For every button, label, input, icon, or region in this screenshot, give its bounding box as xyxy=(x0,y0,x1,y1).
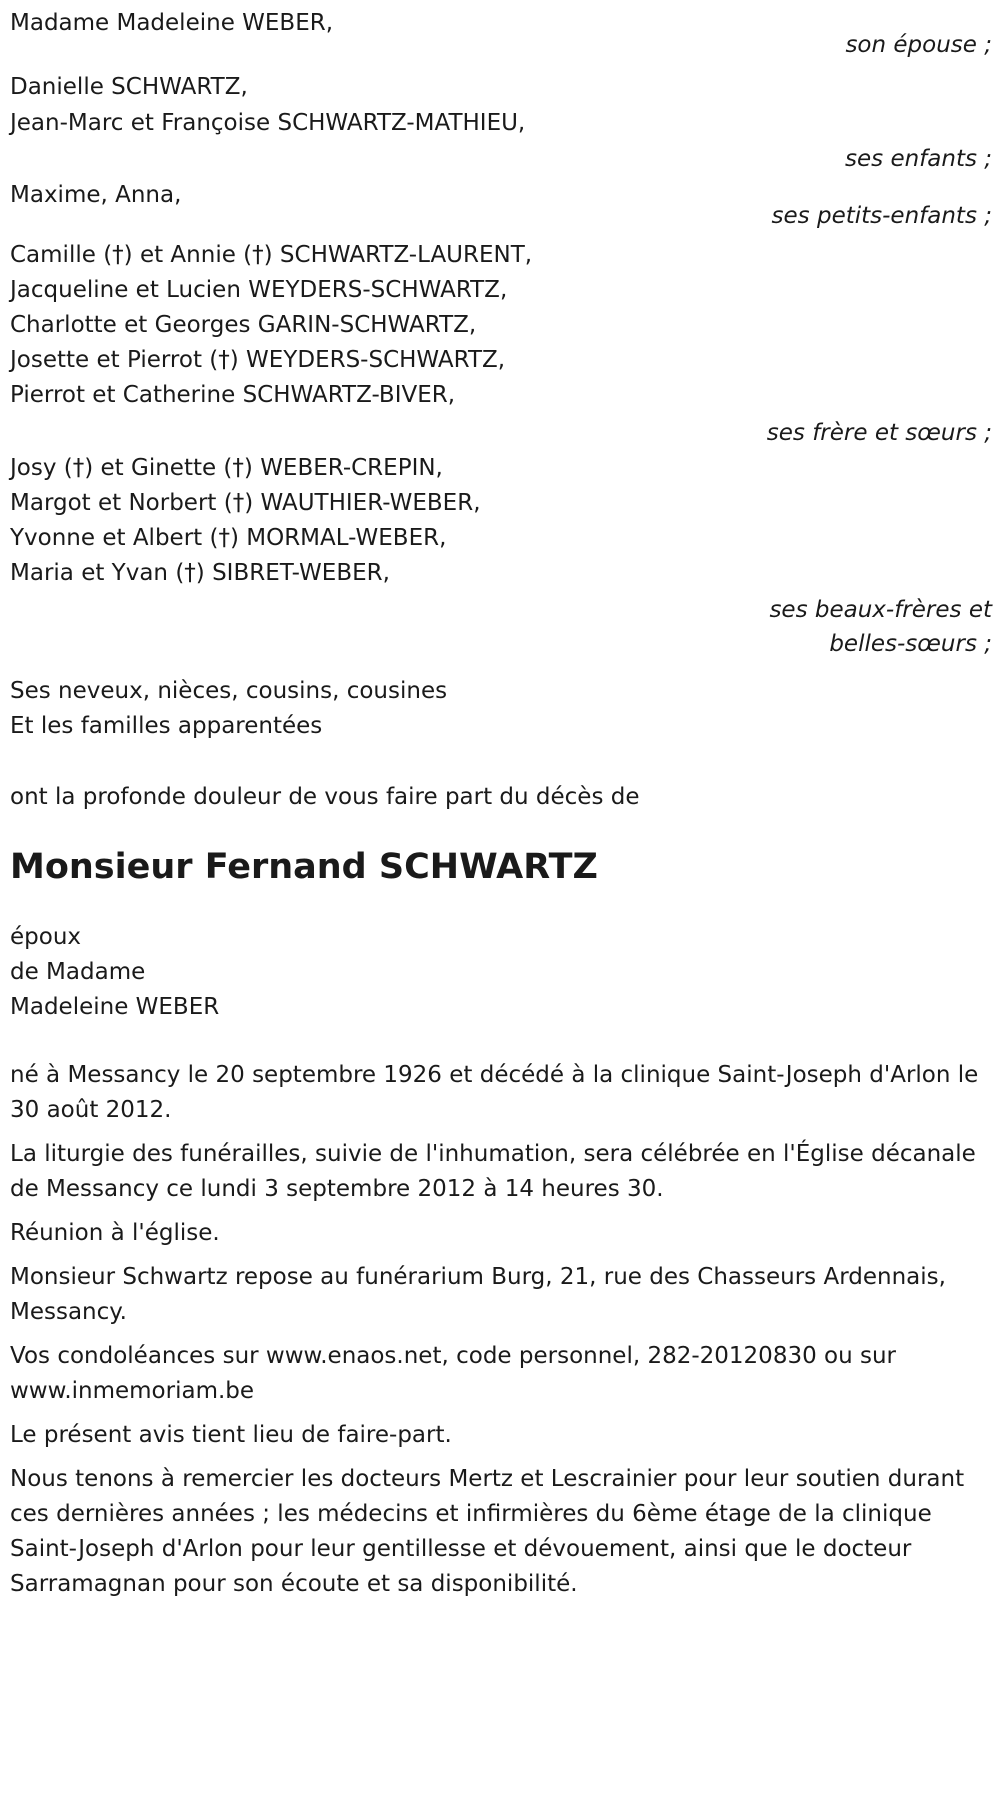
funerarium-paragraph: Monsieur Schwartz repose au funérarium Burg, 21, rue des Chasseurs Ardennais, Messancy. xyxy=(10,1264,946,1325)
obituary-notice xyxy=(0,3,1000,1804)
thanks-paragraph: Nous tenons à remercier les docteurs Mertz et Lescrainier pour leur soutien durant ces dernières années ; les médecins et infirmières du 6ème étage de la clinique Saint-Joseph d'Arlon pour leur gentillesse et dévouement, ainsi que le docteur Sarramagnan pour son écoute et sa disponibilité. xyxy=(10,1466,965,1597)
family-member-line: Charlotte et Georges GARIN-SCHWARTZ, xyxy=(10,312,477,338)
relation-label: ses enfants ; xyxy=(845,146,992,172)
relation-label: belles-sœurs ; xyxy=(829,631,992,657)
condolences-paragraph: Vos condoléances sur www.enaos.net, code personnel, 282-20120830 ou sur www.inmemoriam.be xyxy=(10,1343,897,1404)
deceased-name: Monsieur Fernand SCHWARTZ xyxy=(10,847,598,887)
family-member-line: Margot et Norbert (†) WAUTHIER-WEBER, xyxy=(10,490,481,516)
family-member-line: Camille (†) et Annie (†) SCHWARTZ-LAURENT, xyxy=(10,242,533,268)
announcement-text: ont la profonde douleur de vous faire part du décès de xyxy=(10,784,640,810)
spouse-of xyxy=(10,920,992,1025)
family-group-children xyxy=(10,69,992,177)
spouse-line: de Madame xyxy=(10,959,146,985)
relation-label: ses frère et sœurs ; xyxy=(766,420,992,446)
family-member-line: Pierrot et Catherine SCHWARTZ-BIVER, xyxy=(10,382,456,408)
funeral-paragraph: La liturgie des funérailles, suivie de l'inhumation, sera célébrée en l'Église décanale de Messancy ce lundi 3 septembre 2012 à 14 heures 30. xyxy=(10,1141,976,1202)
family-group-spouse xyxy=(10,3,992,65)
relation-label: ses beaux-frères et xyxy=(769,597,992,623)
birth-death-paragraph: né à Messancy le 20 septembre 1926 et décédé à la clinique Saint-Joseph d'Arlon le 30 août 2012. xyxy=(10,1062,979,1123)
spouse-line: époux xyxy=(10,924,82,950)
family-member-line: Jean-Marc et Françoise SCHWARTZ-MATHIEU, xyxy=(10,110,526,136)
details xyxy=(10,1058,990,1602)
spouse-line: Madeleine WEBER xyxy=(10,994,220,1020)
family-member-line: Danielle SCHWARTZ, xyxy=(10,74,248,100)
family-member-line: Madame Madeleine WEBER, xyxy=(10,10,334,36)
family-group-in-laws xyxy=(10,451,992,661)
family-member-line: Josy (†) et Ginette (†) WEBER-CREPIN, xyxy=(10,455,443,481)
extended-family-line: Et les familles apparentées xyxy=(10,713,323,739)
extended-family xyxy=(10,674,992,744)
family-member-line: Yvonne et Albert (†) MORMAL-WEBER, xyxy=(10,525,447,551)
gathering-paragraph: Réunion à l'église. xyxy=(10,1220,220,1246)
notice-paragraph: Le présent avis tient lieu de faire-part. xyxy=(10,1422,452,1448)
relation-label: ses petits-enfants ; xyxy=(771,203,992,229)
family-member-line: Maria et Yvan (†) SIBRET-WEBER, xyxy=(10,560,390,586)
family-group-grandchildren xyxy=(10,177,992,234)
relation-label: son épouse ; xyxy=(845,32,992,58)
family-member-line: Maxime, Anna, xyxy=(10,182,182,208)
family-member-line: Jacqueline et Lucien WEYDERS-SCHWARTZ, xyxy=(10,277,508,303)
family-member-line: Josette et Pierrot (†) WEYDERS-SCHWARTZ, xyxy=(10,347,506,373)
extended-family-line: Ses neveux, nièces, cousins, cousines xyxy=(10,678,448,704)
family-group-siblings xyxy=(10,238,992,451)
